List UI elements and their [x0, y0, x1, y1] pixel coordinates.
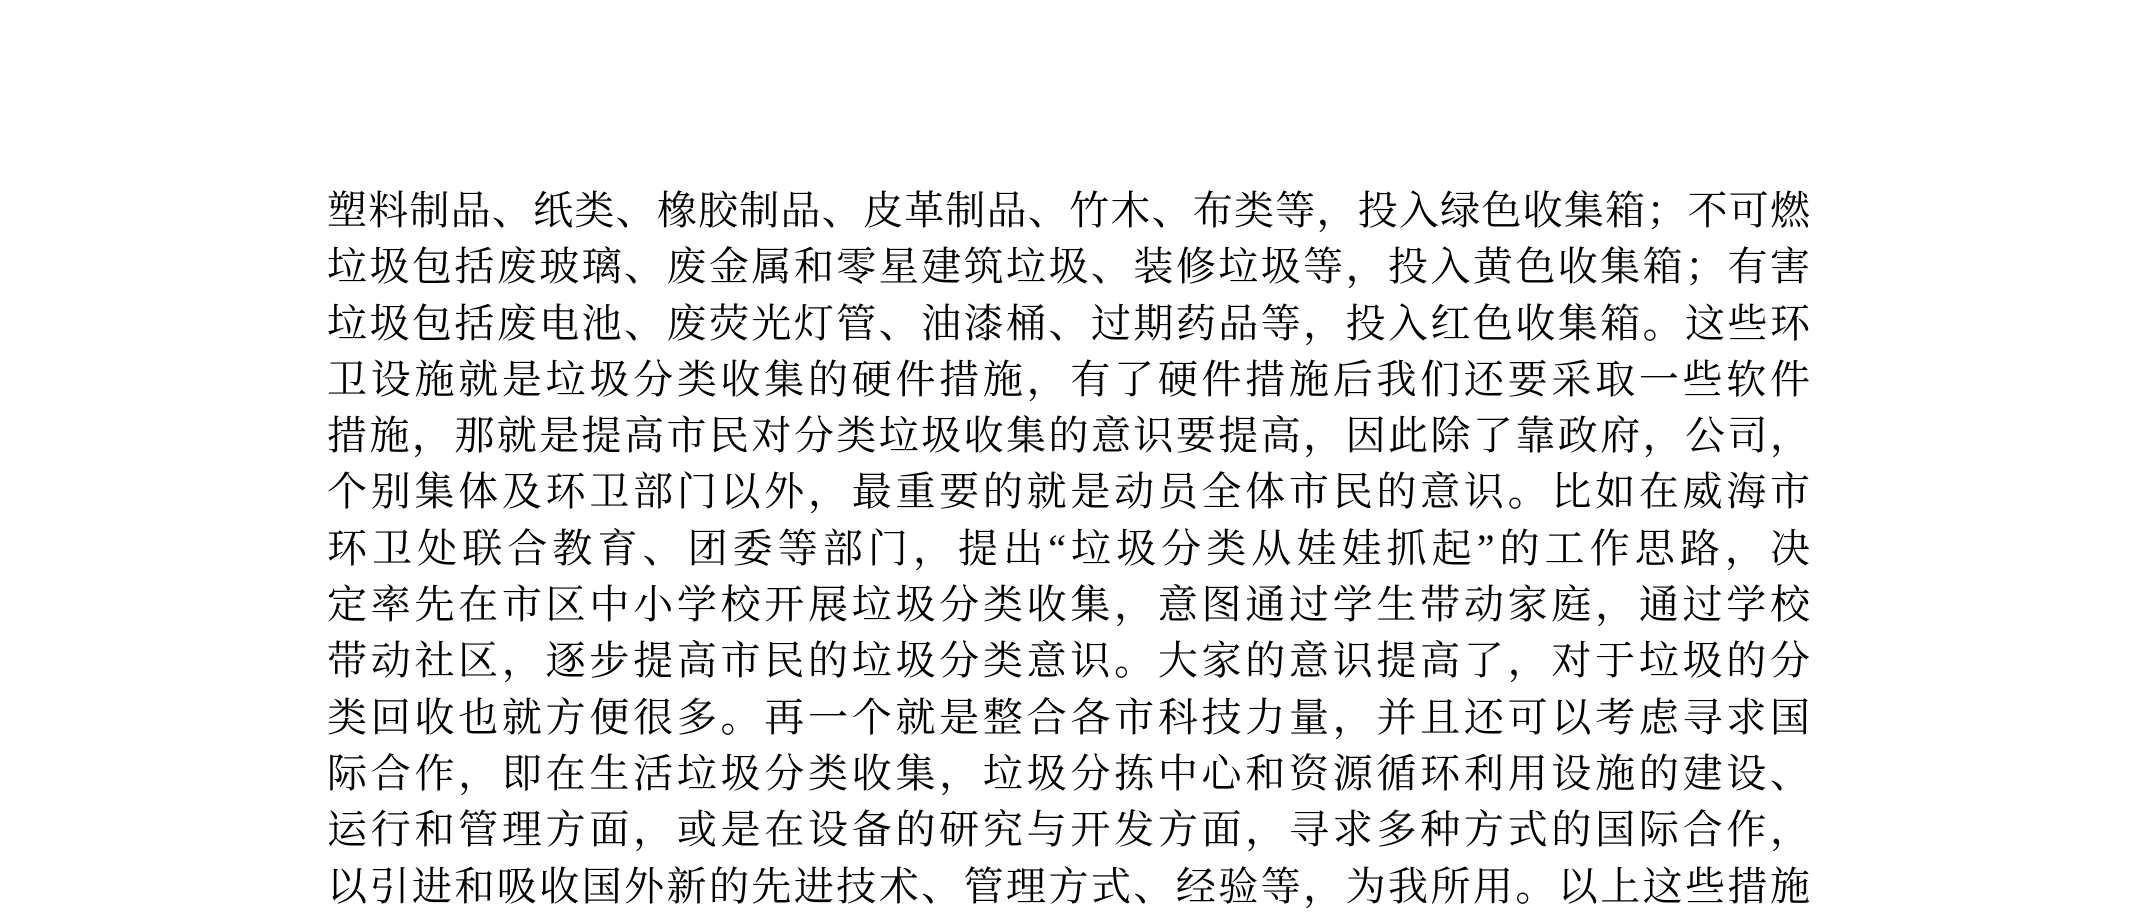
text-line: 运行和管理方面，或是在设备的研究与开发方面，寻求多种方式的国际合作，: [327, 807, 1810, 853]
text-line: 塑料制品、纸类、橡胶制品、皮革制品、竹木、布类等，投入绿色收集箱；不可燃: [327, 188, 1810, 233]
text-line: 措施，那就是提高市民对分类垃圾收集的意识要提高，因此除了靠政府，公司，: [327, 413, 1810, 459]
text-line: 定率先在市区中小学校开展垃圾分类收集，意图通过学生带动家庭，通过学校: [327, 582, 1810, 628]
paragraph-text-block: [327, 183, 1810, 915]
text-line: 以引进和吸收国外新的先进技术、管理方式、经验等，为我所用。以上这些措施: [327, 863, 1810, 909]
text-line: 个别集体及环卫部门以外，最重要的就是动员全体市民的意识。比如在威海市: [327, 469, 1810, 515]
text-line: 带动社区，逐步提高市民的垃圾分类意识。大家的意识提高了，对于垃圾的分: [327, 638, 1810, 684]
text-line: 垃圾包括废电池、废荧光灯管、油漆桶、过期药品等，投入红色收集箱。这些环: [327, 300, 1810, 346]
text-line: 类回收也就方便很多。再一个就是整合各市科技力量，并且还可以考虑寻求国: [327, 694, 1810, 740]
text-line: 环卫处联合教育、团委等部门，提出“垃圾分类从娃娃抓起”的工作思路，决: [327, 525, 1810, 571]
text-line: 际合作，即在生活垃圾分类收集，垃圾分拣中心和资源循环利用设施的建设、: [327, 750, 1810, 796]
text-line: 卫设施就是垃圾分类收集的硬件措施，有了硬件措施后我们还要采取一些软件: [327, 356, 1810, 402]
text-line: 垃圾包括废玻璃、废金属和零星建筑垃圾、装修垃圾等，投入黄色收集箱；有害: [327, 244, 1810, 290]
